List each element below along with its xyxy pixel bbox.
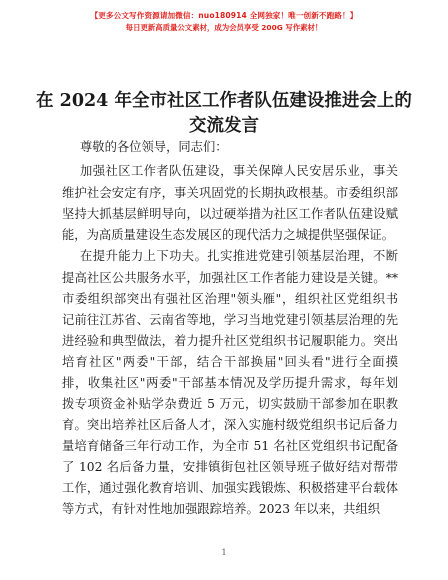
- promo-banner-line-1: 【更多公文写作资源请加微信：nuo180914 全网独家！唯一创新不跑路！】: [90, 11, 358, 20]
- salutation: 尊敬的各位领导，同志们：: [80, 140, 228, 154]
- body-line: 育。突出培养社区后备人才，深入实施村级党组织书记后备力: [62, 418, 398, 432]
- body-line: 量培育储备三年行动工作，为全市 51 名社区党组织书记配备: [62, 439, 398, 453]
- body-line: 记前往江苏省、云南省等地，学习当地党建引领基层治理的先: [62, 313, 398, 327]
- body-line: 拨专项资金补贴学杂费近 5 万元，切实鼓励干部参加在职教: [62, 397, 398, 411]
- body-line: 了 102 名后备力量，安排镇街包社区领导班子做好结对帮带: [62, 460, 398, 474]
- body-line: 在提升能力上下功夫。扎实推进党建引领基层治理，不断: [80, 249, 398, 263]
- body-line: 提高社区公共服务水平，加强社区工作者能力建设是关键。**: [62, 271, 398, 285]
- document-title-line-1: 在 2024 年全市社区工作者队伍建设推进会上的: [36, 91, 412, 111]
- body-line: 能，为高质量建设生态发展区的现代活力之城提供坚强保证。: [62, 228, 395, 242]
- promo-banner-line-2: 每日更新高质量公文素材，成为会员享受 200G 写作素材！: [125, 23, 323, 32]
- page-number: 1: [221, 548, 227, 557]
- body-line: 排，收集社区"两委"干部基本情况及学历提升需求，每年划: [62, 376, 398, 390]
- body-line: 市委组织部突出有强社区治理"领头雁"，组织社区党组织书: [62, 292, 398, 306]
- body-line: 培育社区"两委"干部，结合干部换届"回头看"进行全面摸: [62, 355, 398, 369]
- body-line: 等方式，有针对性地加强跟踪培养。2023 年以来，共组织: [62, 502, 381, 516]
- body-line: 加强社区工作者队伍建设，事关保障人民安居乐业，事关: [80, 164, 398, 178]
- body-line: 进经验和典型做法，着力提升社区党组织书记履职能力。突出: [62, 334, 398, 348]
- body-line: 坚持大抓基层鲜明导向，以过硬举措为社区工作者队伍建设赋: [62, 207, 398, 221]
- body-line: 工作，通过强化教育培训、加强实践锻炼、积极搭建平台载体: [62, 481, 398, 495]
- document-title-line-2: 交流发言: [189, 116, 259, 136]
- body-line: 维护社会安定有序，事关巩固党的长期执政根基。市委组织部: [62, 186, 398, 200]
